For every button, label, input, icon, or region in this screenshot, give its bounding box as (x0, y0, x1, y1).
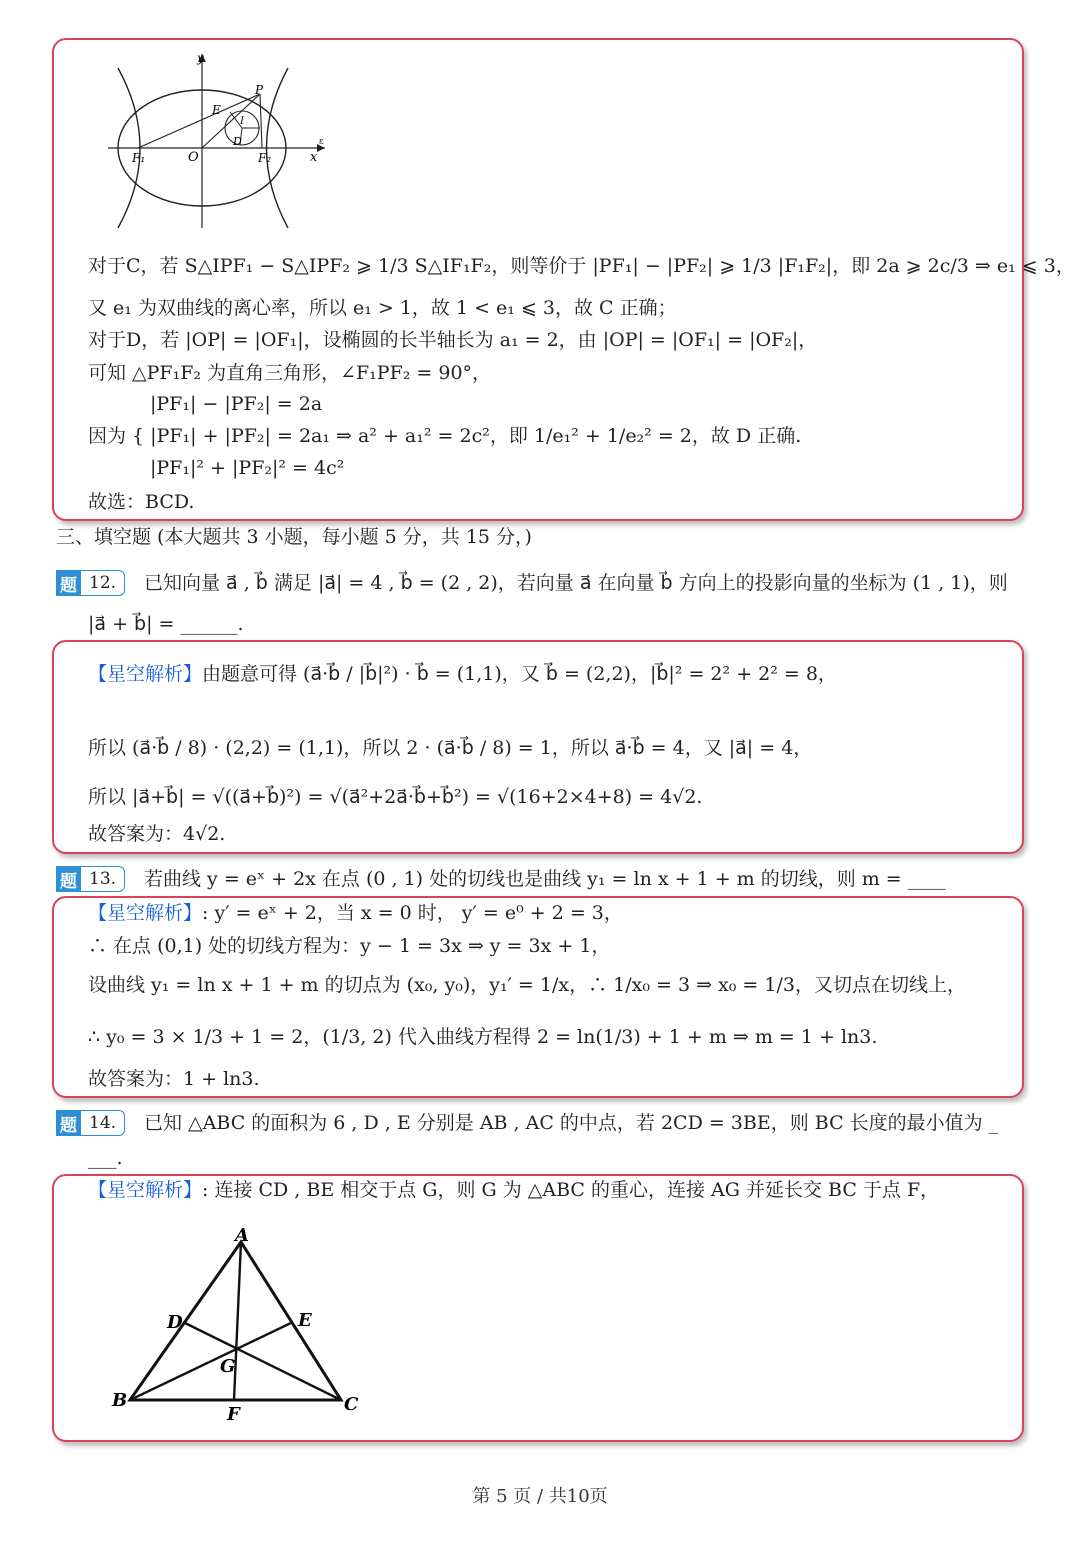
q13-sol-line-1: : y′ = eˣ + 2，当 x = 0 时， y′ = e⁰ + 2 = 3， (202, 902, 623, 924)
point-f-label: F (227, 1404, 240, 1424)
i-label: I (240, 116, 244, 127)
q12-number: 12. (81, 570, 125, 596)
box1-line-2: 又 e₁ 为双曲线的离心率，所以 e₁ > 1，故 1 < e₁ ⩽ 3，故 C 正确； (88, 297, 677, 319)
q12-text-1: 已知向量 a⃗ , b⃗ 满足 |a⃗| = 4 , b⃗ = (2 , 2)，若向量 a⃗ 在向量 b⃗ 方向上的投影向量的坐标为 (1 , 1)，则 (144, 572, 1008, 594)
q12-sol-2: 所以 (a⃗·b⃗ / 8) · (2,2) = (1,1)，所以 2 · (a⃗·b⃗ / 8) = 1，所以 a⃗·b⃗ = 4，又 |a⃗| = 4， (88, 737, 813, 759)
f2-label: F₂ (258, 151, 272, 165)
box1-line-3: 对于D，若 |OP| = |OF₁|，设椭圆的长半轴长为 a₁ = 2，由 |OP| = |OF₁| = |OF₂|， (88, 329, 818, 351)
q12-sol-4: 故答案为：4√2. (88, 823, 226, 845)
q14-number: 14. (81, 1110, 125, 1136)
q12-sol-line-1: 由题意可得 (a⃗·b⃗ / |b⃗|²) · b⃗ = (1,1)，又 b⃗ = (2,2)，|b⃗|² = 2² + 2² = 8， (202, 663, 837, 685)
q13-sol-5: 故答案为：1 + ln3. (88, 1068, 260, 1090)
page-footer: 第 5 页 / 共10页 (472, 1486, 608, 1507)
q13-number: 13. (81, 866, 125, 892)
point-d-label: D (167, 1312, 183, 1333)
q14-sol-line-1: : 连接 CD , BE 相交于点 G，则 G 为 △ABC 的重心，连接 AG 并延长交 BC 于点 F， (202, 1179, 940, 1201)
q12-sol-1 (88, 660, 837, 688)
q13-solution-label: 【星空解析】 (88, 902, 203, 924)
box1-line-because: 因为 { |PF₁| + |PF₂| = 2a₁ ⇒ a² + a₁² = 2c²，即 1/e₁² + 1/e₂² = 2，故 D 正确. (88, 425, 802, 447)
q12-sol-3: 所以 |a⃗+b⃗| = √((a⃗+b⃗)²) = √(a⃗²+2a⃗·b⃗+b⃗²) = √(16+2×4+8) = 4√2. (88, 786, 703, 808)
f1-label: F₁ (132, 151, 146, 165)
vertex-c-label: C (344, 1394, 359, 1415)
q14-sol-1 (88, 1176, 939, 1204)
q13-sol-4: ∴ y₀ = 3 × 1/3 + 1 = 2，(1/3, 2) 代入曲线方程得 2 = ln(1/3) + 1 + m ⇒ m = 1 + ln3. (88, 1026, 878, 1048)
box1-answer: 故选：BCD. (88, 491, 195, 513)
e-label: E (212, 103, 221, 117)
q13-tag (56, 866, 125, 892)
ellipse-hyperbola-figure (100, 48, 340, 233)
q14-tag-label: 题 (56, 1110, 81, 1136)
d-label: D (233, 135, 242, 148)
box1-line-1: 对于C，若 S△IPF₁ − S△IPF₂ ⩾ 1/3 S△IF₁F₂，则等价于 |PF₁| − |PF₂| ⩾ 1/3 |F₁F₂|，即 2a ⩾ 2c/3 ⇒ e₁ ⩽ 3， (88, 255, 1075, 277)
q12-text-2: |a⃗ + b⃗| = ______. (88, 613, 244, 635)
axis-y-label: y (197, 51, 204, 65)
p-label: P (255, 83, 264, 97)
point-g-label: G (220, 1356, 236, 1377)
vertex-a-label: A (235, 1225, 249, 1246)
q13-sol-3: 设曲线 y₁ = ln x + 1 + m 的切点为 (x₀, y₀)，y₁′ = 1/x，∴ 1/x₀ = 3 ⇒ x₀ = 1/3，又切点在切线上， (88, 974, 966, 996)
q12-solution-label: 【星空解析】 (88, 663, 203, 685)
box1-line-4: 可知 △PF₁F₂ 为直角三角形，∠F₁PF₂ = 90°， (88, 362, 492, 384)
axis-e-label: ε (319, 137, 324, 147)
q14-text-2: ___. (88, 1147, 123, 1169)
q13-sol-1 (88, 899, 623, 927)
axis-x-label: x (310, 150, 318, 165)
q12-tag (56, 570, 125, 596)
origin-label: O (188, 150, 199, 165)
q13-tag-label: 题 (56, 866, 81, 892)
box1-system-row-1: |PF₁| − |PF₂| = 2a (150, 393, 323, 415)
triangle-abc-figure (108, 1224, 368, 1424)
q13-text-1: 若曲线 y = eˣ + 2x 在点 (0 , 1) 处的切线也是曲线 y₁ = ln x + 1 + m 的切线，则 m = ____ (144, 868, 946, 890)
box1-system-row-3: |PF₁|² + |PF₂|² = 4c² (150, 457, 345, 479)
q14-text-1: 已知 △ABC 的面积为 6 , D , E 分别是 AB , AC 的中点，若 2CD = 3BE，则 BC 长度的最小值为 _ (144, 1112, 999, 1134)
vertex-b-label: B (112, 1390, 128, 1411)
q13-sol-2: ∴ 在点 (0,1) 处的切线方程为：y − 1 = 3x ⇒ y = 3x + 1， (88, 935, 611, 957)
q12-tag-label: 题 (56, 570, 81, 596)
point-e-label: E (298, 1310, 312, 1331)
section-title: 三、填空题 (本大题共 3 小题，每小题 5 分，共 15 分，) (56, 526, 532, 548)
q14-solution-label: 【星空解析】 (88, 1179, 203, 1201)
q14-tag (56, 1110, 125, 1136)
